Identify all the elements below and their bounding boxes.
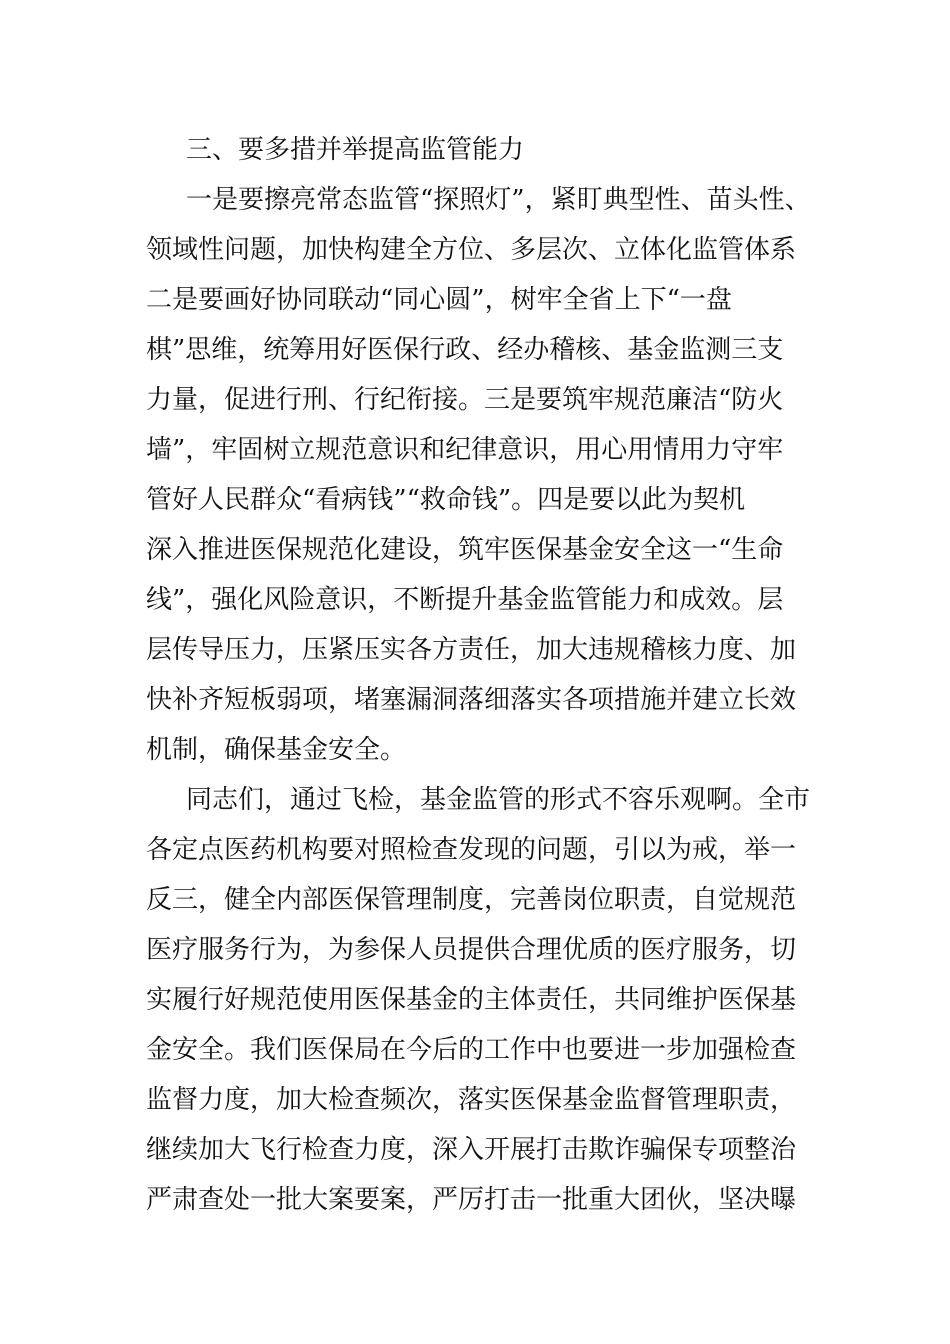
paragraph-line: 棋”思维，统筹用好医保行政、经办稽核、基金监测三支 xyxy=(146,335,784,365)
paragraph-line: 线”，强化风险意识，不断提升基金监管能力和成效。层 xyxy=(146,585,784,615)
paragraph-line: 严肃查处一批大案要案，严厉打击一批重大团伙，坚决曝 xyxy=(146,1185,797,1215)
paragraph-line: 同志们，通过飞检，基金监管的形式不容乐观啊。全市 xyxy=(186,785,811,815)
paragraph-line: 墙”，牢固树立规范意识和纪律意识，用心用情用力守牢 xyxy=(146,435,784,465)
paragraph-line: 实履行好规范使用医保基金的主体责任，共同维护医保基 xyxy=(146,985,797,1015)
paragraph-line: 监督力度，加大检查频次，落实医保基金监督管理职责， xyxy=(146,1085,797,1115)
paragraph-line: 力量，促进行刑、行纪衔接。三是要筑牢规范廉洁“防火 xyxy=(146,385,784,415)
paragraph-line: 金安全。我们医保局在今后的工作中也要进一步加强检查 xyxy=(146,1035,797,1065)
paragraph-line: 各定点医药机构要对照检查发现的问题，引以为戒，举一 xyxy=(146,835,797,865)
paragraph-line: 机制，确保基金安全。 xyxy=(146,735,407,765)
paragraph-line: 层传导压力，压紧压实各方责任，加大违规稽核力度、加 xyxy=(146,635,797,665)
paragraph-line: 二是要画好协同联动“同心圆”，树牢全省上下“一盘 xyxy=(146,285,732,315)
paragraph-line: 反三，健全内部医保管理制度，完善岗位职责，自觉规范 xyxy=(146,885,797,915)
paragraph-line: 一是要擦亮常态监管“探照灯”，紧盯典型性、苗头性、 xyxy=(186,185,811,215)
paragraph-line: 医疗服务行为，为参保人员提供合理优质的医疗服务，切 xyxy=(146,935,797,965)
section-heading: 三、要多措并举提高监管能力 xyxy=(186,135,525,165)
paragraph-line: 领域性问题，加快构建全方位、多层次、立体化监管体系 xyxy=(146,235,797,265)
paragraph-line: 快补齐短板弱项，堵塞漏洞落细落实各项措施并建立长效 xyxy=(146,685,797,715)
paragraph-line: 管好人民群众“看病钱”“救命钱”。四是要以此为契机 xyxy=(146,485,746,515)
paragraph-line: 继续加大飞行检查力度，深入开展打击欺诈骗保专项整治 xyxy=(146,1135,797,1165)
paragraph-line: 深入推进医保规范化建设，筑牢医保基金安全这一“生命 xyxy=(146,535,784,565)
